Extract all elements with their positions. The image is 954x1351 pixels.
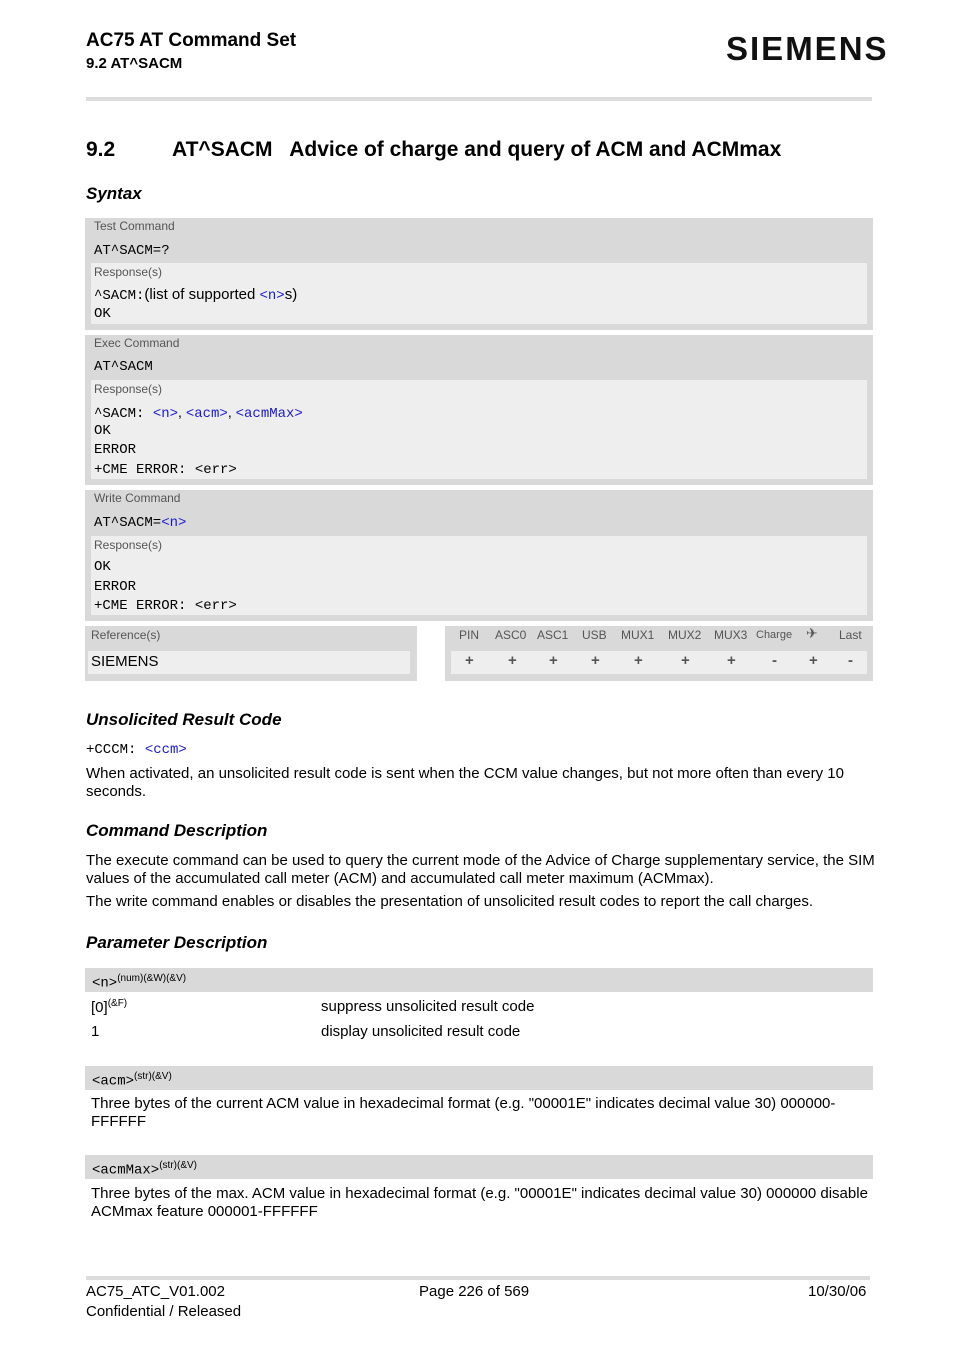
- param-acmmax-header: [85, 1155, 873, 1179]
- footer-divider: [86, 1276, 870, 1280]
- col-mux3: MUX3: [714, 628, 748, 642]
- airplane-icon: ✈: [806, 625, 818, 641]
- test-command: AT^SACM=?: [94, 243, 170, 259]
- urc-text: When activated, an unsolicited result code is sent when the CCM value changes, but not more often than every 10 seconds.: [86, 765, 844, 800]
- urc-param: <ccm>: [144, 742, 187, 758]
- command-description-p2: The write command enables or disables the presentation of unsolicited result codes to report the call charges.: [86, 893, 814, 910]
- footer-doc-id: AC75_ATC_V01.002: [86, 1283, 225, 1300]
- param-acm-name: <acm>: [92, 1073, 135, 1090]
- param-acmmax-name: <acmMax>: [92, 1162, 160, 1179]
- val-charge: -: [772, 652, 777, 669]
- test-response-text1: (list of supported: [144, 286, 260, 303]
- write-response-error: ERROR: [94, 579, 137, 595]
- exec-response-cme: +CME ERROR: <err>: [94, 462, 237, 478]
- val-mux3: +: [727, 652, 736, 669]
- section-heading: AT^SACM Advice of charge and query of ACM and ACMmax: [172, 138, 782, 161]
- footer-date: 10/30/06: [808, 1283, 867, 1300]
- section-number: 9.2: [86, 138, 116, 161]
- exec-command: AT^SACM: [94, 359, 153, 375]
- doc-title: AC75 AT Command Set: [86, 30, 297, 51]
- param-acmmax-name-wrap: [92, 1160, 197, 1179]
- reference-value: SIEMENS: [91, 653, 159, 670]
- val-airplane: +: [809, 652, 818, 669]
- exec-response-label: Response(s): [94, 382, 163, 396]
- col-asc0: ASC0: [495, 628, 527, 642]
- command-description-heading: Command Description: [86, 821, 268, 840]
- col-last: Last: [839, 628, 862, 642]
- val-mux2: +: [681, 652, 690, 669]
- param-acm-text: Three bytes of the current ACM value in hexadecimal format (e.g. "00001E" indicates decimal value 30) 000000-FFFFFF: [91, 1095, 836, 1130]
- param-acmmax-attrs: (str)(&V): [159, 1160, 197, 1171]
- exec-sep-1: ,: [178, 404, 186, 420]
- param-n-value-0: [0]: [91, 999, 108, 1016]
- col-mux1: MUX1: [621, 628, 655, 642]
- param-n-row-0-value: [91, 998, 127, 1016]
- command-description-p1: The execute command can be used to query the current mode of the Advice of Charge supplementary service, the SIM values of the accumulated call meter (ACM) and accumulated call meter maximum (ACMmax).: [86, 852, 875, 887]
- col-pin: PIN: [459, 628, 480, 642]
- val-pin: +: [465, 652, 474, 669]
- test-response-prefix: ^SACM:: [94, 288, 145, 304]
- section-title: [86, 138, 781, 162]
- exec-param-acm: <acm>: [185, 406, 228, 422]
- write-command-prefix: AT^SACM=: [94, 515, 162, 531]
- param-acm-attrs: (str)(&V): [134, 1071, 172, 1082]
- test-response-param: <n>: [259, 288, 285, 304]
- val-usb: +: [591, 652, 600, 669]
- exec-param-acmmax: <acmMax>: [235, 406, 303, 422]
- write-param-n: <n>: [161, 515, 187, 531]
- test-response-label: Response(s): [94, 265, 163, 279]
- val-last: -: [848, 652, 853, 669]
- footer-page: Page 226 of 569: [419, 1283, 530, 1300]
- test-response-ok: OK: [94, 306, 111, 322]
- write-command: [94, 515, 186, 531]
- urc-heading: Unsolicited Result Code: [86, 710, 282, 729]
- exec-command-label: Exec Command: [94, 336, 180, 350]
- write-response-label: Response(s): [94, 538, 163, 552]
- parameter-description-heading: Parameter Description: [86, 933, 268, 952]
- write-command-label: Write Command: [94, 491, 181, 505]
- col-charge: Charge: [756, 629, 793, 641]
- syntax-heading: Syntax: [86, 184, 142, 203]
- test-response-text2: s): [284, 286, 298, 303]
- urc-syntax: [86, 742, 187, 758]
- param-n-header: [85, 968, 873, 992]
- header-divider: [86, 97, 872, 101]
- write-response-ok: OK: [94, 559, 111, 575]
- param-acm-name-wrap: [92, 1071, 172, 1090]
- exec-response-ok: OK: [94, 423, 111, 439]
- param-n-value-0-attr: (&F): [107, 998, 128, 1009]
- val-asc0: +: [508, 652, 517, 669]
- footer-status: Confidential / Released: [86, 1303, 242, 1320]
- siemens-logo: SIEMENS: [726, 30, 889, 67]
- exec-response-error: ERROR: [94, 442, 137, 458]
- exec-sep-2: ,: [227, 404, 236, 420]
- param-n-row-0-desc: suppress unsolicited result code: [321, 998, 535, 1015]
- param-n-attrs: (num)(&W)(&V): [117, 973, 187, 984]
- exec-response-line: [94, 404, 303, 422]
- test-command-label: Test Command: [94, 219, 175, 233]
- param-n-name-wrap: [92, 973, 186, 992]
- param-acmmax-text: Three bytes of the max. ACM value in hexadecimal format (e.g. "00001E" indicates decimal value 30) 000000 disable ACMmax feature 000001-FFFFFF: [91, 1185, 868, 1220]
- write-response-cme: +CME ERROR: <err>: [94, 598, 237, 614]
- param-acm-header: [85, 1066, 873, 1090]
- val-asc1: +: [549, 652, 558, 669]
- col-mux2: MUX2: [668, 628, 702, 642]
- col-usb: USB: [582, 628, 607, 642]
- test-response-line: [94, 286, 297, 304]
- doc-subtitle: 9.2 AT^SACM: [86, 55, 183, 72]
- param-n-name: <n>: [92, 975, 118, 992]
- param-n-row-1-desc: display unsolicited result code: [321, 1023, 521, 1040]
- col-asc1: ASC1: [537, 628, 569, 642]
- param-n-row-1-value: 1: [91, 1023, 100, 1040]
- reference-label: Reference(s): [91, 628, 161, 642]
- exec-param-n: <n>: [152, 406, 179, 422]
- exec-response-prefix: ^SACM:: [94, 406, 153, 422]
- val-mux1: +: [634, 652, 643, 669]
- urc-prefix: +CCCM:: [86, 742, 145, 758]
